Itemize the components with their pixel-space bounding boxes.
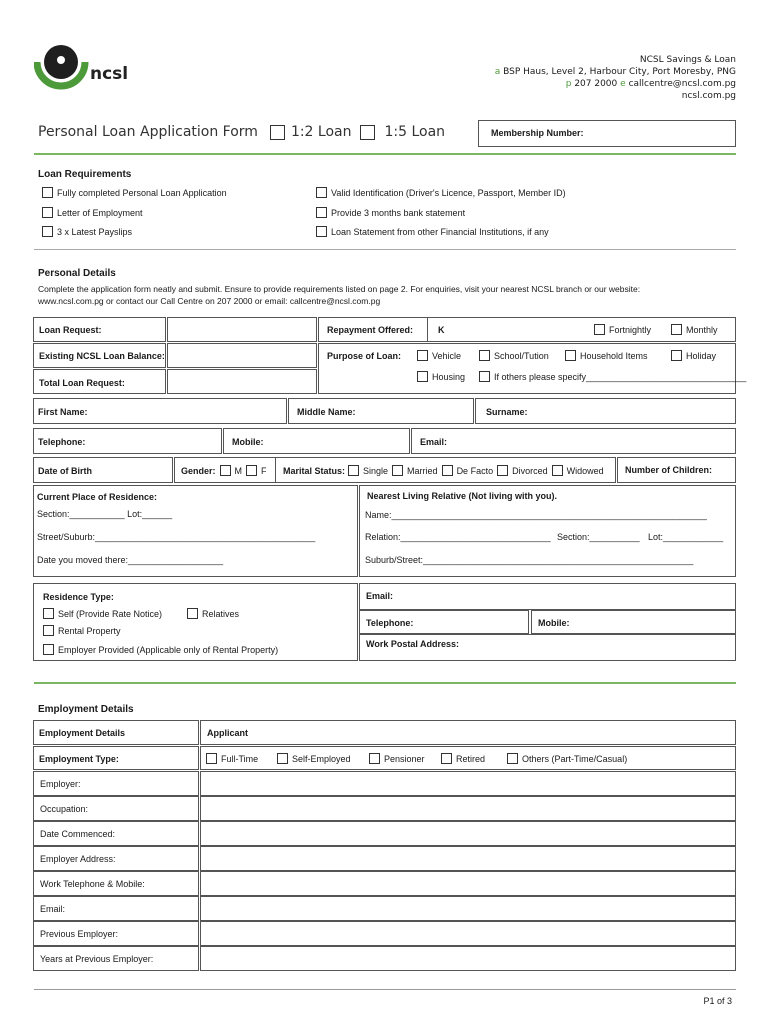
loan-1-2-label: 1:2 Loan xyxy=(290,124,352,140)
purpose-field: Purpose of Loan: Vehicle School/Tution Household Items Holiday Housing If others please specify________________________________ xyxy=(318,343,736,394)
employment-row-label: Previous Employer: xyxy=(33,921,199,946)
work-postal-field[interactable]: Work Postal Address: xyxy=(359,634,736,661)
total-request-label: Total Loan Request: xyxy=(33,369,166,394)
form-title: Personal Loan Application Form xyxy=(38,124,258,140)
employment-row-label: Employer: xyxy=(33,771,199,796)
header-contact: NCSL Savings & Loan a BSP Haus, Level 2, Harbour City, Port Moresby, PNG p 207 2000 e callcentre@ncsl.com.pg ncsl.com.pg xyxy=(416,54,736,102)
org-name: NCSL Savings & Loan xyxy=(639,55,736,65)
req-id-checkbox[interactable] xyxy=(316,187,327,198)
nearest-relative-box[interactable]: Nearest Living Relative (Not living with you). Name:_______________________________________________________________ Relation:______________________________ Section:__________ Lot:____________ Suburb/Street:______________________________________________________ xyxy=(359,485,736,577)
full-time-checkbox[interactable] xyxy=(206,753,217,764)
employment-row-field[interactable] xyxy=(200,771,736,796)
fortnightly-checkbox[interactable] xyxy=(594,324,605,335)
employment-row-field[interactable] xyxy=(200,821,736,846)
email-field[interactable]: Email: xyxy=(411,428,736,454)
req-bank-checkbox[interactable] xyxy=(316,207,327,218)
employment-row-label: Work Telephone & Mobile: xyxy=(33,871,199,896)
requirements-heading: Loan Requirements xyxy=(38,169,132,180)
employment-row-field[interactable] xyxy=(200,796,736,821)
org-email: callcentre@ncsl.com.pg xyxy=(628,79,736,89)
relative-telephone-field[interactable]: Telephone: xyxy=(359,610,529,634)
single-checkbox[interactable] xyxy=(348,465,359,476)
employment-row-field[interactable] xyxy=(200,946,736,971)
org-address: BSP Haus, Level 2, Harbour City, Port Moresby, PNG xyxy=(503,67,736,77)
employment-heading: Employment Details xyxy=(38,704,134,715)
form-title-row xyxy=(38,124,445,140)
loan-request-label: Loan Request: xyxy=(33,317,166,342)
first-name-field[interactable]: First Name: xyxy=(33,398,287,424)
gender-marital-field: Gender: M F Marital Status: Single Married De Facto Divorced Widowed xyxy=(174,457,616,483)
personal-heading: Personal Details xyxy=(38,268,116,279)
employment-row-field[interactable] xyxy=(200,921,736,946)
defacto-checkbox[interactable] xyxy=(442,465,453,476)
self-employed-checkbox[interactable] xyxy=(277,753,288,764)
employment-row-label: Date Commenced: xyxy=(33,821,199,846)
household-checkbox[interactable] xyxy=(565,350,576,361)
children-field[interactable]: Number of Children: xyxy=(617,457,736,483)
employment-row-label: Email: xyxy=(33,896,199,921)
loan-1-5-label: 1:5 Loan xyxy=(384,124,446,140)
repayment-field[interactable]: Repayment Offered: K Fortnightly Monthly xyxy=(318,317,736,342)
relative-mobile-field[interactable]: Mobile: xyxy=(531,610,736,634)
widowed-checkbox[interactable] xyxy=(552,465,563,476)
employment-row-field[interactable] xyxy=(200,896,736,921)
divorced-checkbox[interactable] xyxy=(497,465,508,476)
middle-name-field[interactable]: Middle Name: xyxy=(288,398,474,424)
monthly-checkbox[interactable] xyxy=(671,324,682,335)
personal-intro-2: www.ncsl.com.pg or contact our Call Centre on 207 2000 or email: callcentre@ncsl.com.pg xyxy=(38,296,381,306)
surname-field[interactable]: Surname: xyxy=(475,398,736,424)
req-application-checkbox[interactable] xyxy=(42,187,53,198)
married-checkbox[interactable] xyxy=(392,465,403,476)
ncsl-logo xyxy=(34,42,134,98)
vehicle-checkbox[interactable] xyxy=(417,350,428,361)
relative-email-field[interactable]: Email: xyxy=(359,583,736,610)
school-checkbox[interactable] xyxy=(479,350,490,361)
personal-intro-1: Complete the application form neatly and submit. Ensure to provide requirements listed on page 2. For enquiries, visit your nearest NCSL branch or our website: xyxy=(38,284,641,294)
pensioner-checkbox[interactable] xyxy=(369,753,380,764)
employment-row-label: Employer Address: xyxy=(33,846,199,871)
employment-type-options: Full-Time Self-Employed Pensioner Retired Others (Part-Time/Casual) xyxy=(200,746,736,770)
gender-m-checkbox[interactable] xyxy=(220,465,231,476)
employment-row-label: Occupation: xyxy=(33,796,199,821)
employment-type-label: Employment Type: xyxy=(33,746,199,770)
req-letter-checkbox[interactable] xyxy=(42,207,53,218)
total-request-field[interactable] xyxy=(167,369,317,394)
employment-row-field[interactable] xyxy=(200,871,736,896)
employment-row-field[interactable] xyxy=(200,846,736,871)
gender-f-checkbox[interactable] xyxy=(246,465,257,476)
self-residence-checkbox[interactable] xyxy=(43,608,54,619)
membership-number-field[interactable]: Membership Number: xyxy=(478,120,736,147)
logo-text: ncsl xyxy=(90,64,129,84)
residence-type-box: Residence Type: Self (Provide Rate Notice) Relatives Rental Property Employer Provided (Applicable only of Rental Property) xyxy=(33,583,358,661)
loan-request-field[interactable] xyxy=(167,317,317,342)
existing-balance-field[interactable] xyxy=(167,343,317,368)
req-statement-checkbox[interactable] xyxy=(316,226,327,237)
employer-provided-checkbox[interactable] xyxy=(43,644,54,655)
telephone-field[interactable]: Telephone: xyxy=(33,428,222,454)
employment-col1-header: Employment Details xyxy=(33,720,199,745)
holiday-checkbox[interactable] xyxy=(671,350,682,361)
current-residence-box[interactable]: Current Place of Residence: Section:___________ Lot:______ Street/Suburb:____________________________________________ Date you moved there:___________________ xyxy=(33,485,358,577)
loan-1-2-checkbox[interactable] xyxy=(270,125,285,140)
org-phone: 207 2000 xyxy=(574,79,618,89)
others-employment-checkbox[interactable] xyxy=(507,753,518,764)
mobile-field[interactable]: Mobile: xyxy=(223,428,410,454)
rental-checkbox[interactable] xyxy=(43,625,54,636)
page-number: P1 of 3 xyxy=(703,996,732,1006)
employment-row-label: Years at Previous Employer: xyxy=(33,946,199,971)
existing-balance-label: Existing NCSL Loan Balance: xyxy=(33,343,166,368)
loan-1-5-checkbox[interactable] xyxy=(360,125,375,140)
employment-col2-header: Applicant xyxy=(200,720,736,745)
org-website: ncsl.com.pg xyxy=(681,91,736,101)
dob-field[interactable]: Date of Birth xyxy=(33,457,173,483)
retired-checkbox[interactable] xyxy=(441,753,452,764)
relatives-checkbox[interactable] xyxy=(187,608,198,619)
housing-checkbox[interactable] xyxy=(417,371,428,382)
req-payslip-checkbox[interactable] xyxy=(42,226,53,237)
others-purpose-checkbox[interactable] xyxy=(479,371,490,382)
